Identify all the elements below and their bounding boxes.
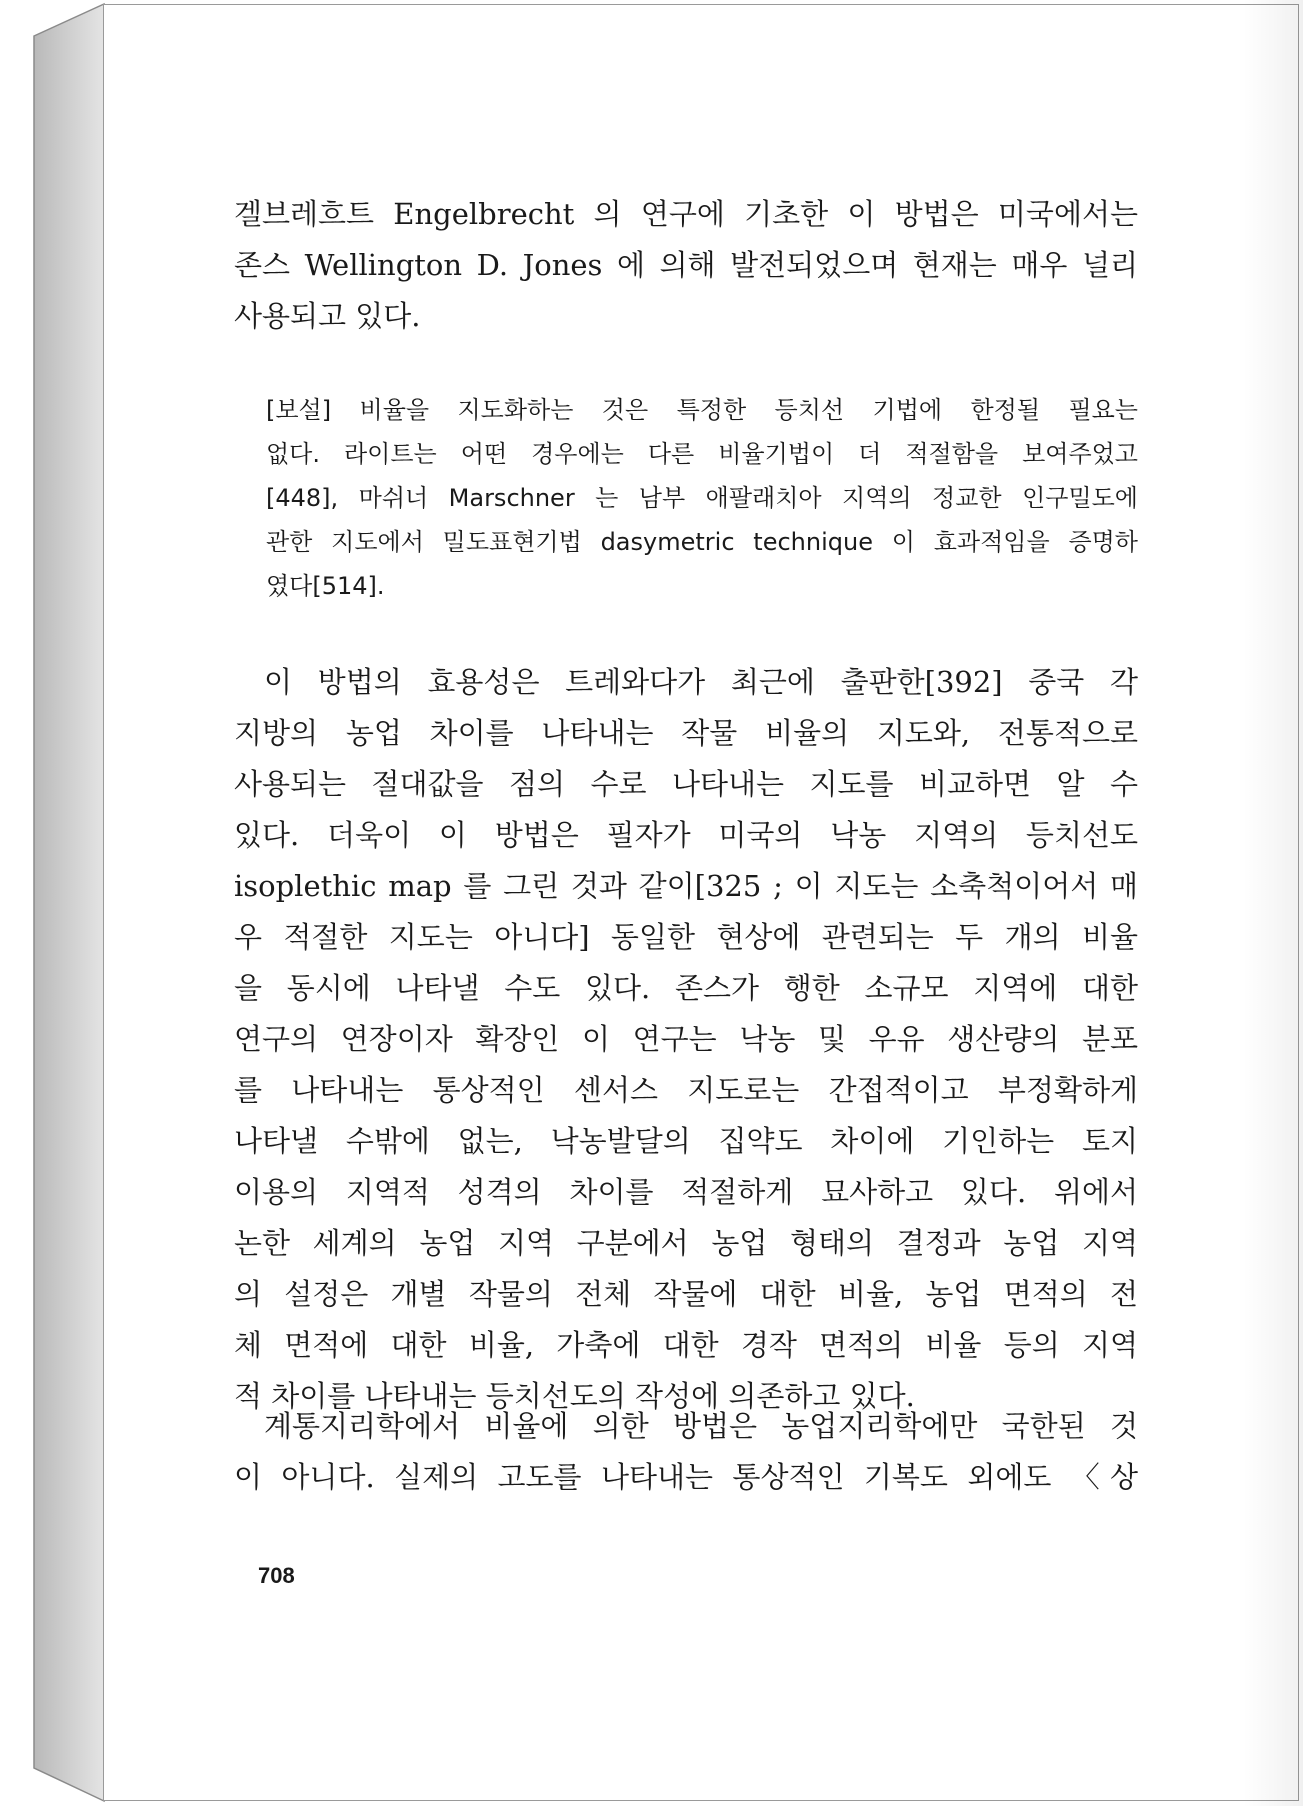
page-edge-shadow [1243, 0, 1303, 1806]
paragraph-2-line: 지방의 농업 차이를 나타내는 작물 비율의 지도와, 전통적으로 [234, 716, 1138, 750]
paragraph-1 [234, 189, 1138, 342]
paragraph-1-line: 존스 Wellington D. Jones 에 의해 발전되었으며 현재는 매우 널리 [234, 248, 1138, 282]
paragraph-2-line: 연구의 연장이자 확장인 이 연구는 낙농 및 우유 생산량의 분포 [234, 1022, 1138, 1056]
paragraph-2-line: 우 적절한 지도는 아니다] 동일한 현상에 관련되는 두 개의 비율 [234, 920, 1138, 954]
supplementary-note [266, 388, 1138, 608]
paragraph-2-line: 의 설정은 개별 작물의 전체 작물에 대한 비율, 농업 면적의 전 [234, 1277, 1138, 1311]
note-line: [448], 마쉬너 Marschner 는 남부 애팔래치아 지역의 정교한 인구밀도에 [266, 484, 1138, 512]
page-number: 708 [258, 1563, 295, 1588]
paragraph-1-line: 겔브레흐트 Engelbrecht 의 연구에 기초한 이 방법은 미국에서는 [234, 197, 1138, 231]
note-line: [보설] 비율을 지도화하는 것은 특정한 등치선 기법에 한정될 필요는 [266, 396, 1138, 424]
paragraph-2-line: 이 방법의 효용성은 트레와다가 최근에 출판한[392] 중국 각 [264, 665, 1138, 699]
paragraph-2-line: 나타낼 수밖에 없는, 낙농발달의 집약도 차이에 기인하는 토지 [234, 1124, 1138, 1158]
paragraph-2-line: isoplethic map 를 그린 것과 같이[325 ; 이 지도는 소축척이어서 매 [234, 869, 1138, 903]
paragraph-3-line: 계통지리학에서 비율에 의한 방법은 농업지리학에만 국한된 것 [264, 1409, 1138, 1443]
paragraph-2 [234, 657, 1138, 1422]
paragraph-2-line: 이용의 지역적 성격의 차이를 적절하게 묘사하고 있다. 위에서 [234, 1175, 1138, 1209]
note-line: 없다. 라이트는 어떤 경우에는 다른 비율기법이 더 적절함을 보여주었고 [266, 440, 1138, 468]
paragraph-2-line: 체 면적에 대한 비율, 가축에 대한 경작 면적의 비율 등의 지역 [234, 1328, 1138, 1362]
paragraph-2-line: 를 나타내는 통상적인 센서스 지도로는 간접적이고 부정확하게 [234, 1073, 1138, 1107]
paragraph-3 [234, 1401, 1138, 1503]
paragraph-2-line: 있다. 더욱이 이 방법은 필자가 미국의 낙농 지역의 등치선도 [234, 818, 1138, 852]
paragraph-2-line: 을 동시에 나타낼 수도 있다. 존스가 행한 소규모 지역에 대한 [234, 971, 1138, 1005]
paragraph-2-line: 적 차이를 나타내는 등치선도의 작성에 의존하고 있다. [234, 1379, 915, 1413]
paragraph-2-line: 논한 세계의 농업 지역 구분에서 농업 형태의 결정과 농업 지역 [234, 1226, 1138, 1260]
paragraph-2-line: 사용되는 절대값을 점의 수로 나타내는 지도를 비교하면 알 수 [234, 767, 1138, 801]
note-line: 였다[514]. [266, 572, 385, 600]
note-line: 관한 지도에서 밀도표현기법 dasymetric technique 이 효과적임을 증명하 [266, 528, 1138, 556]
book-spine [0, 0, 110, 1806]
paragraph-1-line: 사용되고 있다. [234, 299, 421, 333]
paragraph-3-line: 이 아니다. 실제의 고도를 나타내는 통상적인 기복도 외에도 〈상 [234, 1460, 1138, 1494]
